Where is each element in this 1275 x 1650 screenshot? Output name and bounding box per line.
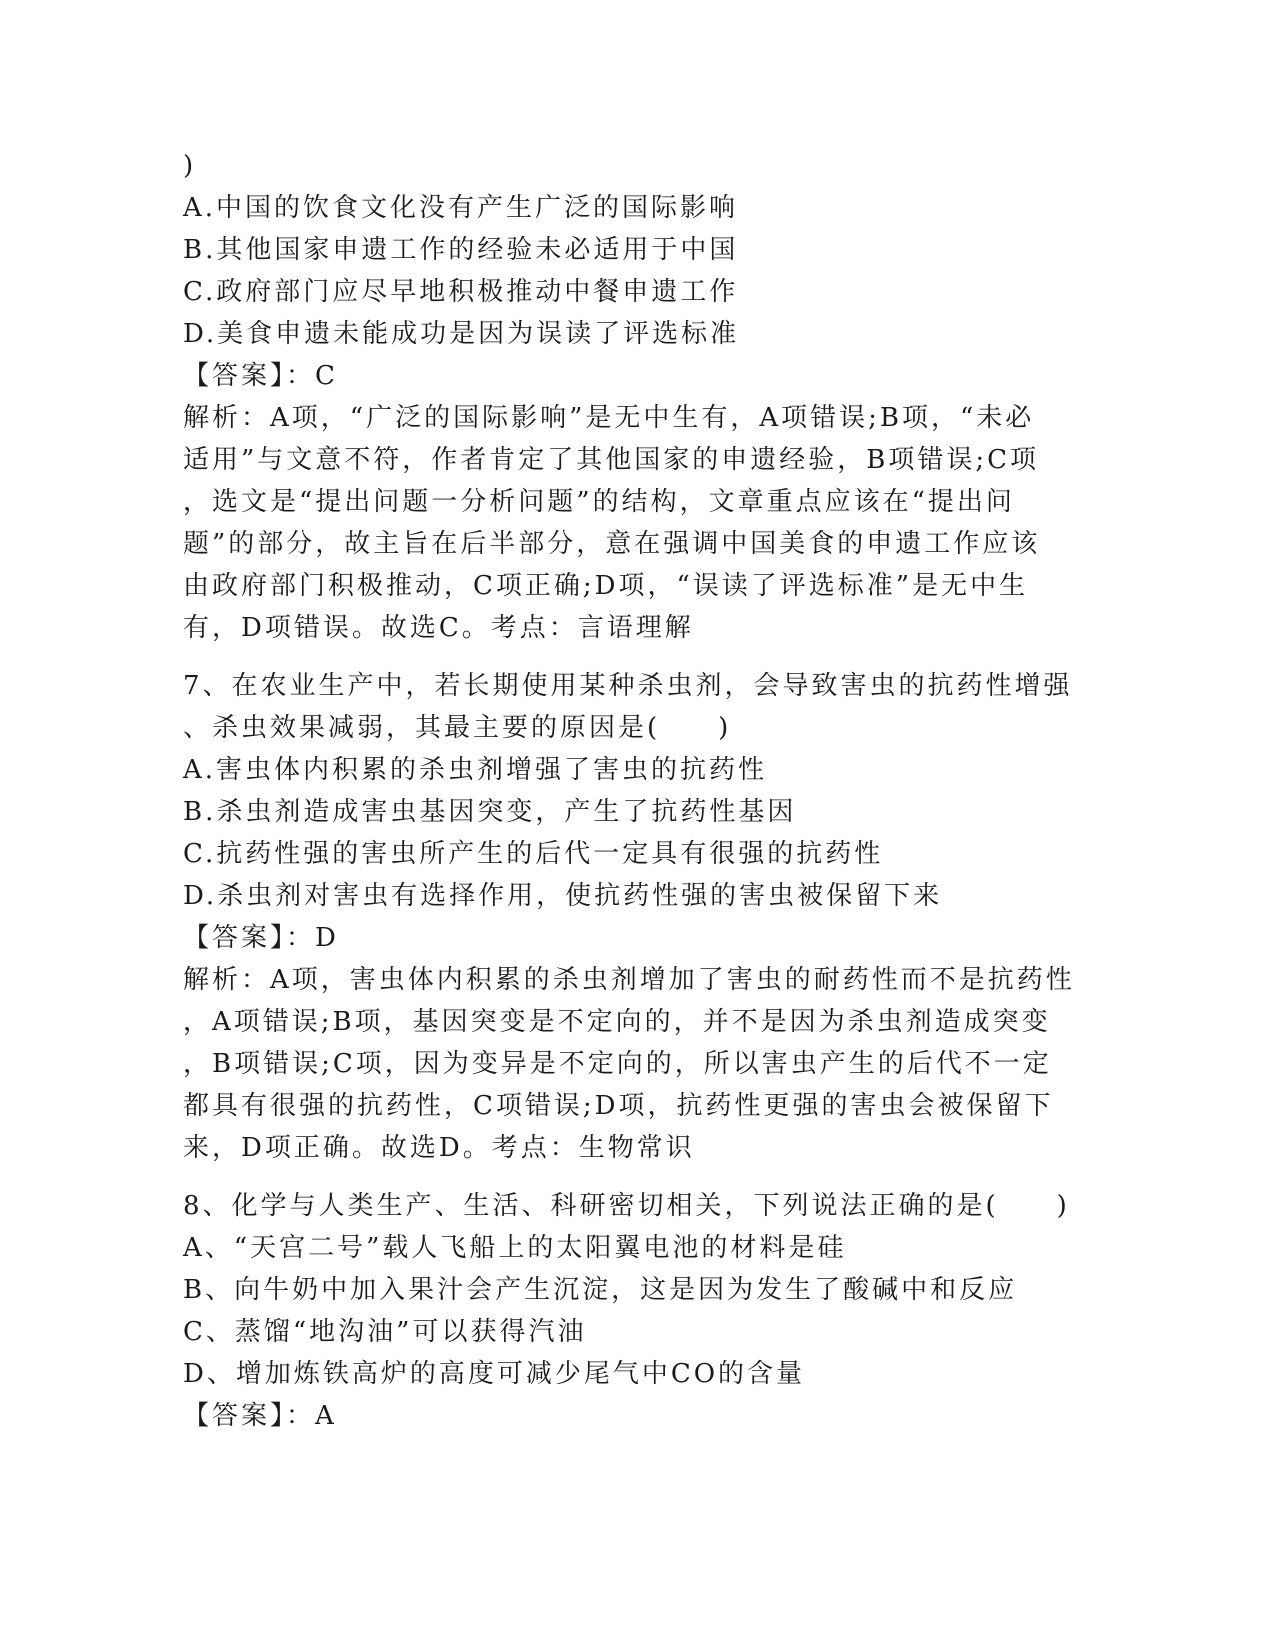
question-7-option-a: A.害虫体内积累的杀虫剂增强了害虫的抗药性 (183, 755, 768, 785)
question-8-option-a: A、“天宫二号”载人飞船上的太阳翼电池的材料是硅 (183, 1233, 847, 1263)
question-6-analysis-line: 解析：A项，“广泛的国际影响”是无中生有，A项错误;B项，“未必 (183, 403, 1035, 433)
question-7-analysis-line: 解析：A项，害虫体内积累的杀虫剂增加了害虫的耐药性而不是抗药性 (183, 965, 1075, 995)
question-6-analysis-line: 题”的部分，故主旨在后半部分，意在强调中国美食的申遗工作应该 (183, 529, 1041, 559)
question-6-answer: 【答案】：C (183, 361, 338, 391)
question-7-analysis-line: 都具有很强的抗药性，C项错误;D项，抗药性更强的害虫会被保留下 (183, 1091, 1054, 1121)
question-7-analysis-line: 来，D项正确。故选D。考点：生物常识 (183, 1133, 695, 1163)
question-6-analysis-line: 由政府部门积极推动，C项正确;D项，“误读了评选标准”是无中生 (183, 571, 1029, 601)
question-8-answer: 【答案】：A (183, 1401, 337, 1431)
section-gap (183, 1169, 1083, 1185)
question-8-option-b: B、向牛奶中加入果汁会产生沉淀，这是因为发生了酸碱中和反应 (183, 1275, 1018, 1305)
question-7-option-d: D.杀虫剂对害虫有选择作用，使抗药性强的害虫被保留下来 (183, 881, 943, 911)
question-6-block (183, 145, 1083, 649)
question-7-answer: 【答案】：D (183, 923, 339, 953)
section-gap (183, 649, 1083, 665)
question-8-block (183, 1185, 1083, 1437)
question-6-tail: ) (183, 151, 197, 181)
question-7-stem-line: 7、在农业生产中，若长期使用某种杀虫剂，会导致害虫的抗药性增强 (183, 671, 1073, 701)
question-6-analysis-line: 适用”与文意不符，作者肯定了其他国家的申遗经验，B项错误;C项 (183, 445, 1040, 475)
question-7-block (183, 665, 1083, 1169)
question-6-option-a: A.中国的饮食文化没有产生广泛的国际影响 (183, 193, 739, 223)
question-7-option-c: C.抗药性强的害虫所产生的后代一定具有很强的抗药性 (183, 839, 884, 869)
question-6-option-b: B.其他国家申遗工作的经验未必适用于中国 (183, 235, 739, 265)
document-page (183, 145, 1083, 1437)
question-8-option-d: D、增加炼铁高炉的高度可减少尾气中CO的含量 (183, 1359, 806, 1389)
question-7-analysis-line: ，B项错误;C项，因为变异是不定向的，所以害虫产生的后代不一定 (183, 1049, 1052, 1079)
question-6-option-d: D.美食申遗未能成功是因为误读了评选标准 (183, 319, 740, 349)
question-6-option-c: C.政府部门应尽早地积极推动中餐申遗工作 (183, 277, 739, 307)
question-7-stem-line: 、杀虫效果减弱，其最主要的原因是( ) (183, 713, 732, 743)
question-8-stem: 8、化学与人类生产、生活、科研密切相关，下列说法正确的是( ) (183, 1191, 1070, 1221)
question-6-analysis-line: ，选文是“提出问题一分析问题”的结构，文章重点应该在“提出问 (183, 487, 1015, 517)
question-7-analysis-line: ，A项错误;B项，基因突变是不定向的，并不是因为杀虫剂造成突变 (183, 1007, 1051, 1037)
question-7-option-b: B.杀虫剂造成害虫基因突变，产生了抗药性基因 (183, 797, 797, 827)
question-8-option-c: C、蒸馏“地沟油”可以获得汽油 (183, 1317, 587, 1347)
question-6-analysis-line: 有，D项错误。故选C。考点：言语理解 (183, 613, 694, 643)
